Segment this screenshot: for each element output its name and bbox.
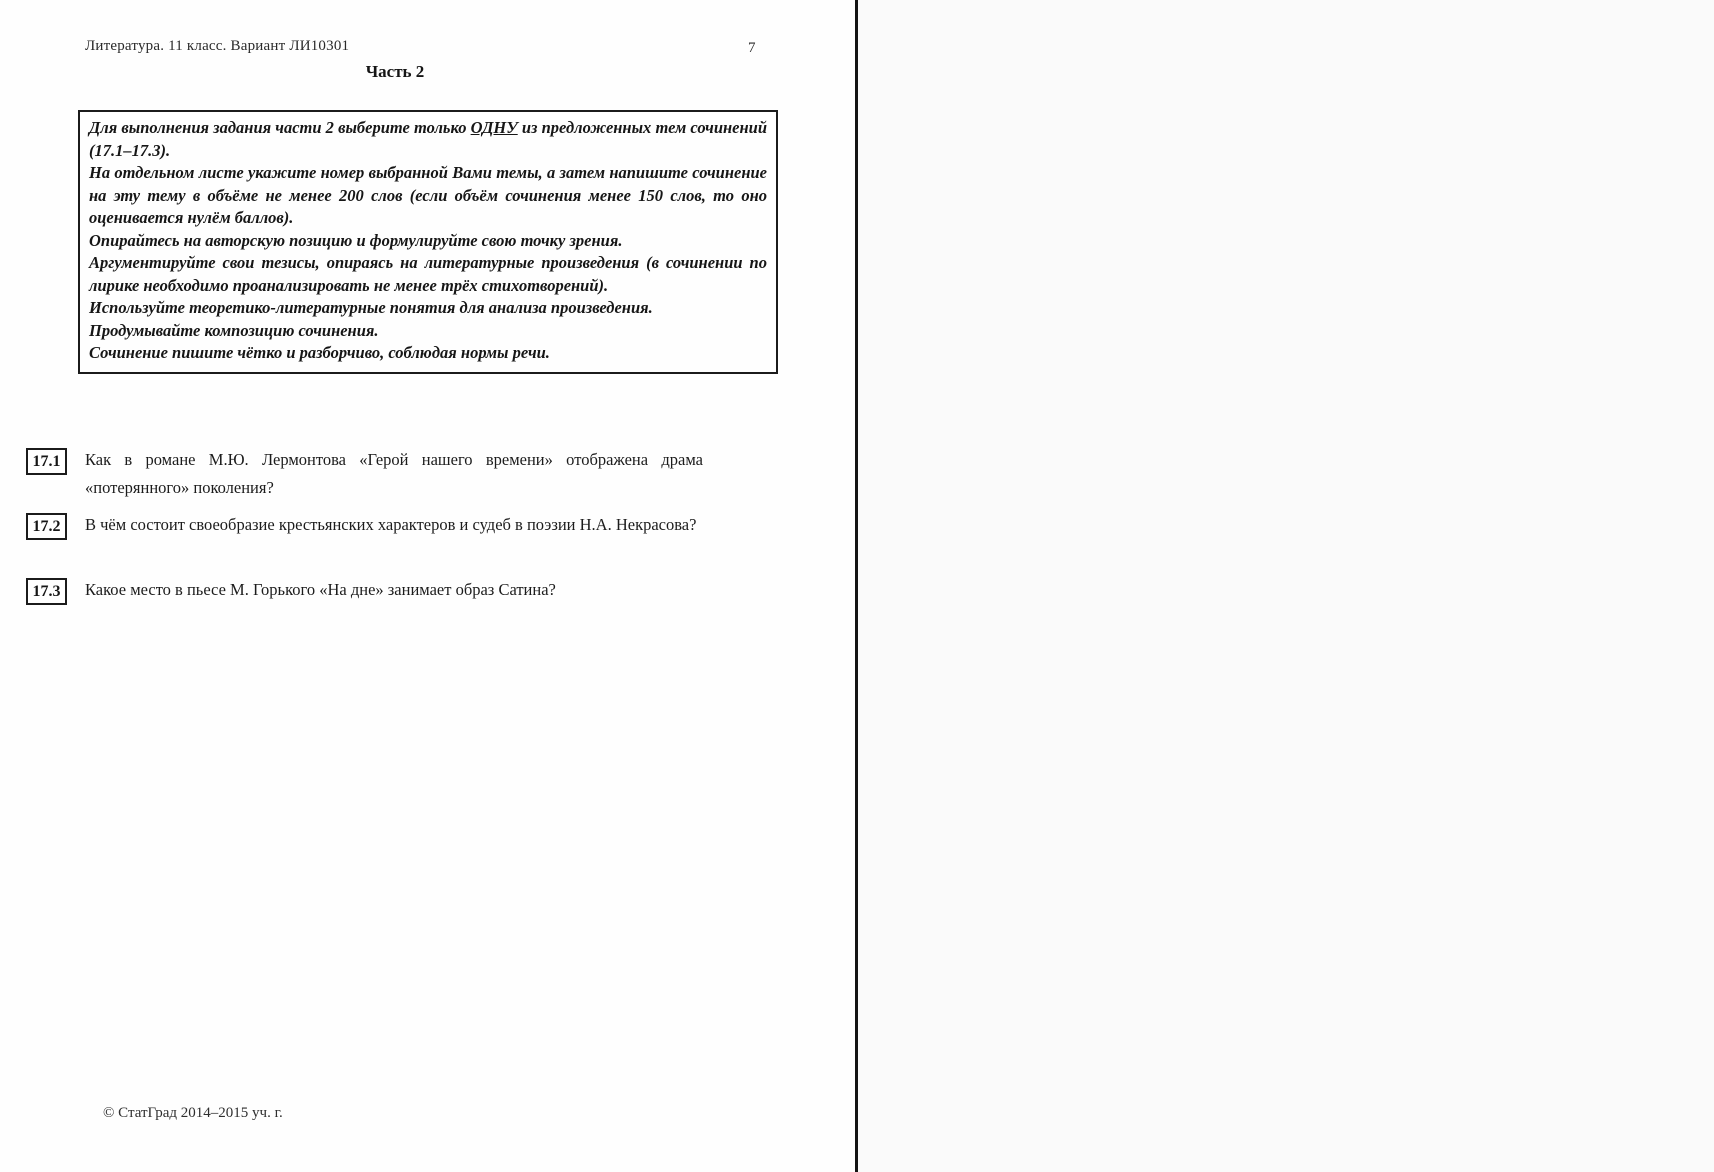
task-text: В чём состоит своеобразие крестьянских характеров и судеб в поэзии Н.А. Некрасова? [85, 515, 697, 534]
page-number: 7 [748, 40, 756, 56]
instruction-underlined-word: ОДНУ [470, 118, 518, 137]
blank-area [858, 0, 1714, 1172]
instruction-paragraph: Аргументируйте свои тезисы, опираясь на литературные произведения (в сочинении по лирике необходимо проанализировать не менее трёх стихотворений). [89, 253, 767, 295]
instruction-paragraph: Опирайтесь на авторскую позицию и формулируйте свою точку зрения. [89, 230, 623, 250]
document-page [0, 0, 855, 1172]
instruction-paragraph: На отдельном листе укажите номер выбранной Вами темы, а затем напишите сочинение на эту тему в объёме не менее 200 слов (если объём сочинения менее 150 слов, то оно оценивается нулём баллов). [89, 163, 767, 227]
instruction-paragraph: Сочинение пишите чётко и разборчиво, соблюдая нормы речи. [89, 343, 550, 362]
task-number-badge: 17.3 [26, 578, 67, 605]
instruction-box [78, 110, 778, 374]
instruction-paragraph: Продумывайте композицию сочинения. [89, 320, 379, 340]
task-number-badge: 17.2 [26, 513, 67, 540]
task-number-badge: 17.1 [26, 448, 67, 475]
part-title: Часть 2 [365, 62, 425, 81]
copyright-footer: © СтатГрад 2014–2015 уч. г. [103, 1105, 283, 1121]
task-text: Какое место в пьесе М. Горького «На дне» занимает образ Сатина? [85, 580, 556, 599]
document-header: Литература. 11 класс. Вариант ЛИ10301 [85, 38, 350, 54]
instruction-paragraph [89, 117, 767, 162]
instruction-paragraph: Используйте теоретико-литературные понятия для анализа произведения. [89, 298, 653, 317]
instruction-paragraph-text: Для выполнения задания части 2 выберите только [89, 118, 471, 137]
task-text: Как в романе М.Ю. Лермонтова «Герой нашего времени» отображена драма «потерянного» поколения? [85, 450, 703, 497]
instruction-paragraph-text: из предложенных тем сочинений (17.1–17.3). [89, 118, 768, 160]
